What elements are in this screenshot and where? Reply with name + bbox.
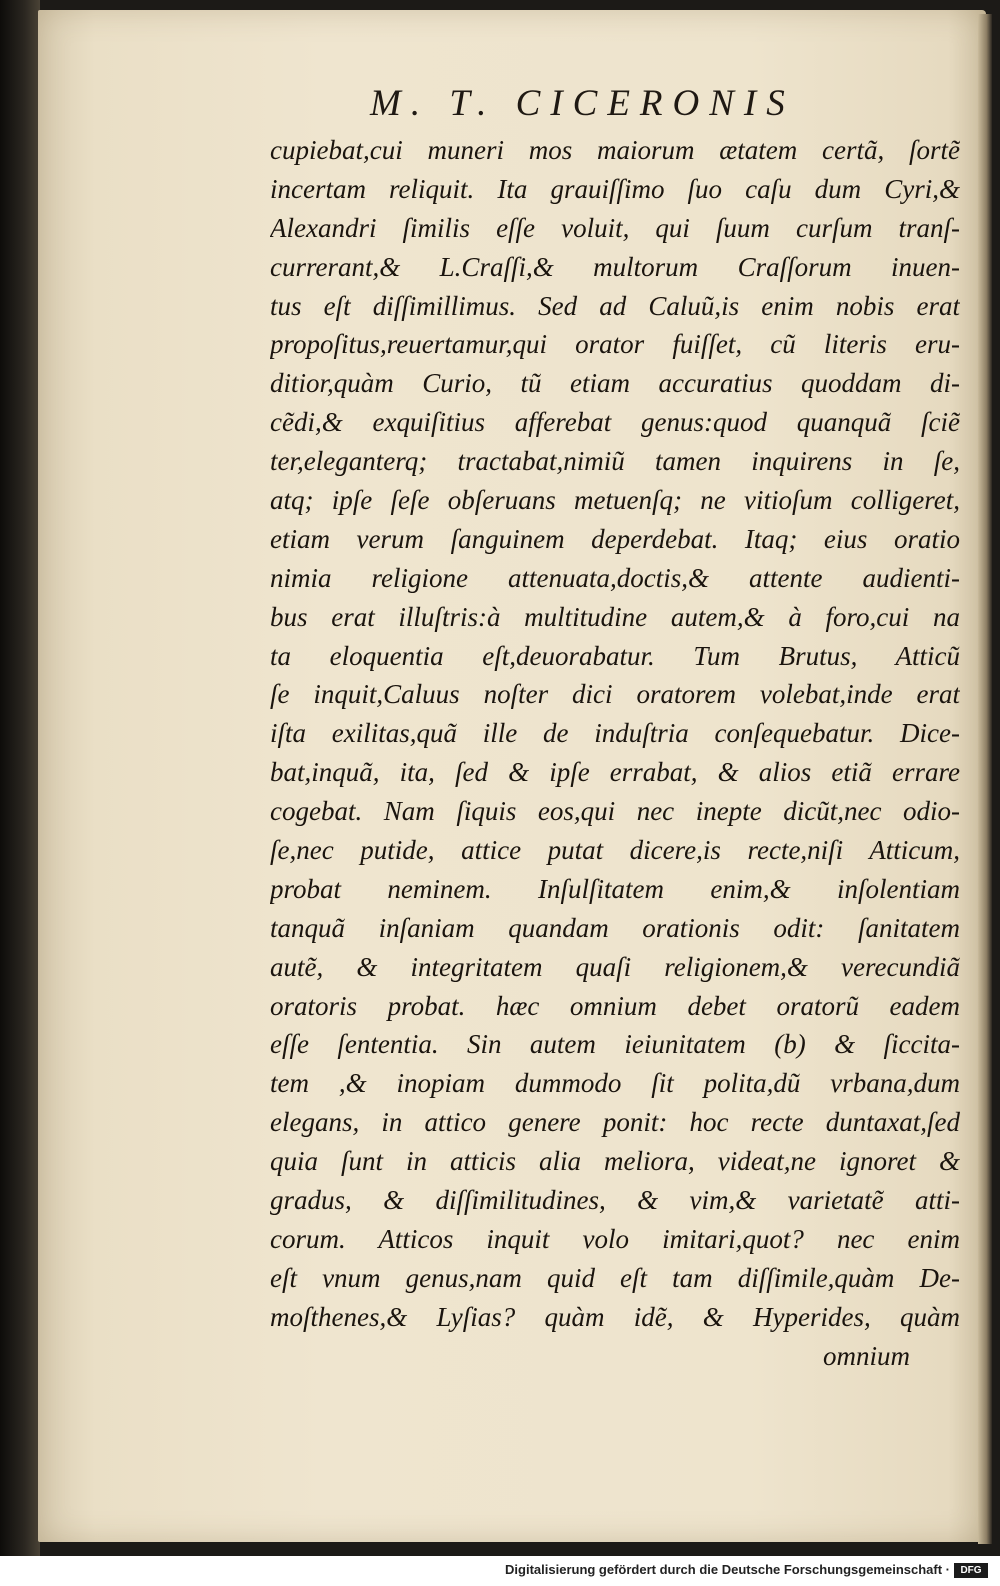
text-line: atq; ipſe ſeſe obſeruans metuenſq; ne vitioſum colligeret, (270, 485, 960, 516)
catchword: omnium (823, 1340, 910, 1371)
text-line: ta eloquentia eſt,deuorabatur. Tum Brutus, Atticũ (270, 640, 960, 671)
text-line: gradus, & diſſimilitudines, & vim,& varietatẽ atti- (270, 1185, 960, 1216)
text-line: tanquã inſaniam quandam orationis odit: ſanitatem (270, 912, 960, 943)
body-text (270, 131, 960, 1376)
text-line: etiam verum ſanguinem deperdebat. Itaq; eius oratio (270, 523, 960, 554)
text-line: bat,inquã, ita, ſed & ipſe errabat, & alios etiã errare (270, 757, 960, 788)
text-line: bus erat illuſtris:à multitudine autem,& à foro,cui na (270, 601, 960, 632)
text-line: ſe,nec putide, attice putat dicere,is recte,niſi Atticum, (270, 835, 960, 866)
text-line: propoſitus,reuertamur,qui orator fuiſſet, cũ literis eru- (270, 329, 960, 360)
text-line: iſta exilitas,quã ille de induſtria conſequebatur. Dice- (270, 718, 960, 749)
text-line: eſſe ſententia. Sin autem ieiunitatem (b) & ſiccita- (270, 1029, 960, 1060)
text-line: tus eſt diſſimillimus. Sed ad Caluũ,is enim nobis erat (270, 290, 960, 321)
text-line: nimia religione attenuata,doctis,& attente audienti- (270, 562, 960, 593)
funding-credit: Digitalisierung gefördert durch die Deutsche Forschungsgemeinschaft · (505, 1562, 950, 1577)
text-line: probat neminem. Inſulſitatem enim,& inſolentiam (270, 873, 960, 904)
text-line: tem ,& inopiam dummodo ſit polita,dũ vrbana,dum (270, 1068, 960, 1099)
book-gutter-shadow (0, 0, 40, 1556)
text-line: ſe inquit,Caluus noſter dici oratorem volebat,inde erat (270, 679, 960, 710)
text-line: currerant,& L.Craſſi,& multorum Craſſorum inuen- (270, 251, 960, 282)
text-line: cẽdi,& exquiſitius afferebat genus:quod quanquã ſciẽ (270, 407, 960, 438)
text-line: eſt vnum genus,nam quid eſt tam diſſimile,quàm De- (270, 1262, 960, 1293)
text-line: ditior,quàm Curio, tũ etiam accuratius quoddam di- (270, 368, 960, 399)
text-line: moſthenes,& Lyſias? quàm idẽ, & Hyperides, quàm (270, 1301, 960, 1332)
text-line: Alexandri ſimilis eſſe voluit, qui ſuum curſum tranſ- (270, 212, 960, 243)
text-line: oratoris probat. hæc omnium debet oratorũ eadem (270, 990, 960, 1021)
text-line: incertam reliquit. Ita grauiſſimo ſuo caſu dum Cyri,& (270, 173, 960, 204)
text-line: elegans, in attico genere ponit: hoc recte duntaxat,ſed (270, 1107, 960, 1138)
dfg-logo: DFG (954, 1563, 988, 1578)
text-line: quia ſunt in atticis alia meliora, videat,ne ignoret & (270, 1146, 960, 1177)
text-line: ter,eleganterq; tractabat,nimiũ tamen inquirens in ſe, (270, 446, 960, 477)
text-line: cupiebat,cui muneri mos maiorum ætatem certã, ſortẽ (270, 135, 960, 165)
running-head: M. T. CICERONIS (370, 83, 795, 124)
text-line: corum. Atticos inquit volo imitari,quot? nec enim (270, 1223, 960, 1254)
text-line: cogebat. Nam ſiquis eos,qui nec inepte dicũt,nec odio- (270, 796, 960, 827)
text-line: autẽ, & integritatem quaſi religionem,& verecundiã (270, 951, 960, 982)
page-right-edge (978, 14, 992, 1544)
